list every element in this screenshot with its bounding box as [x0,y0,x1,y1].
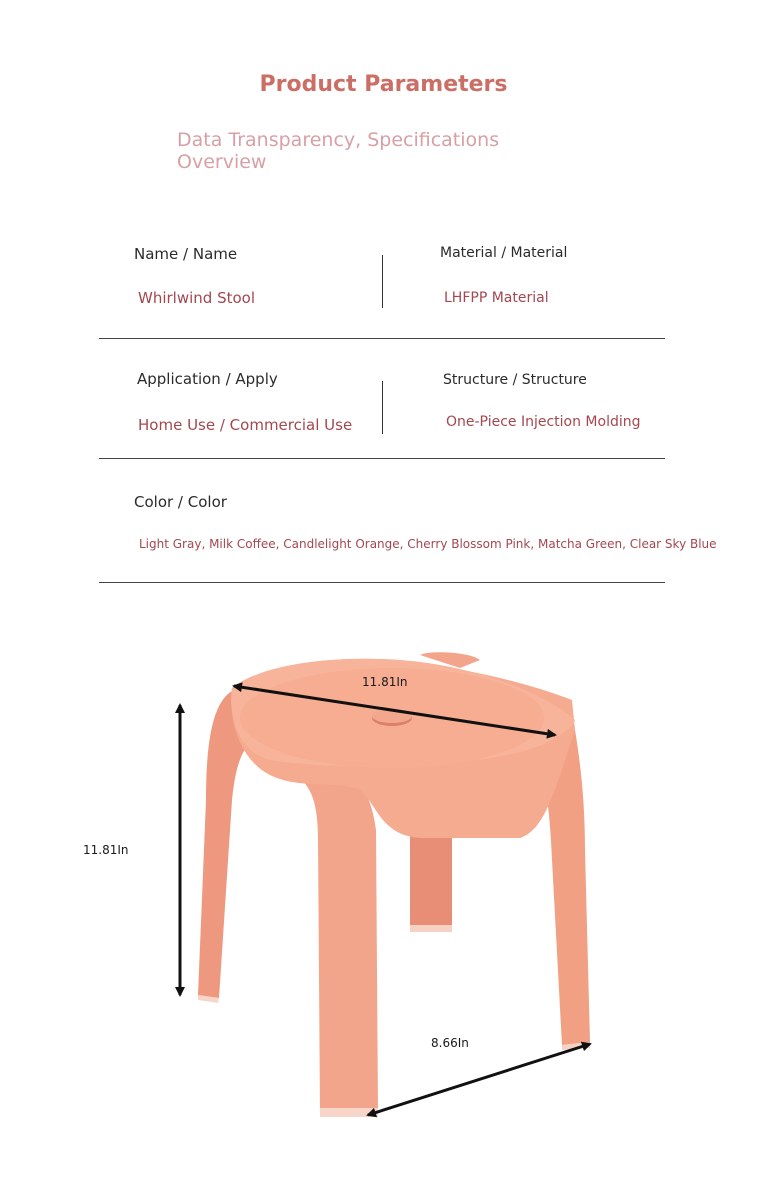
diameter-label: 11.81In [362,675,408,689]
height-label: 11.81In [83,843,129,857]
name-label: Name / Name [134,245,238,263]
page-subtitle: Data Transparency, Specifications Overview [177,129,500,173]
structure-label: Structure / Structure [443,372,587,388]
material-value: LHFPP Material [444,290,549,306]
color-label: Color / Color [134,493,227,511]
structure-value: One-Piece Injection Molding [446,414,641,430]
color-value: Light Gray, Milk Coffee, Candlelight Orange, Cherry Blossom Pink, Matcha Green, Clear Sky Blue [139,537,717,551]
material-label: Material / Material [440,245,568,261]
name-value: Whirlwind Stool [138,289,255,307]
application-label: Application / Apply [137,370,278,388]
depth-label: 8.66In [431,1036,469,1050]
application-value: Home Use / Commercial Use [138,416,353,434]
page-title: Product Parameters [259,72,508,97]
